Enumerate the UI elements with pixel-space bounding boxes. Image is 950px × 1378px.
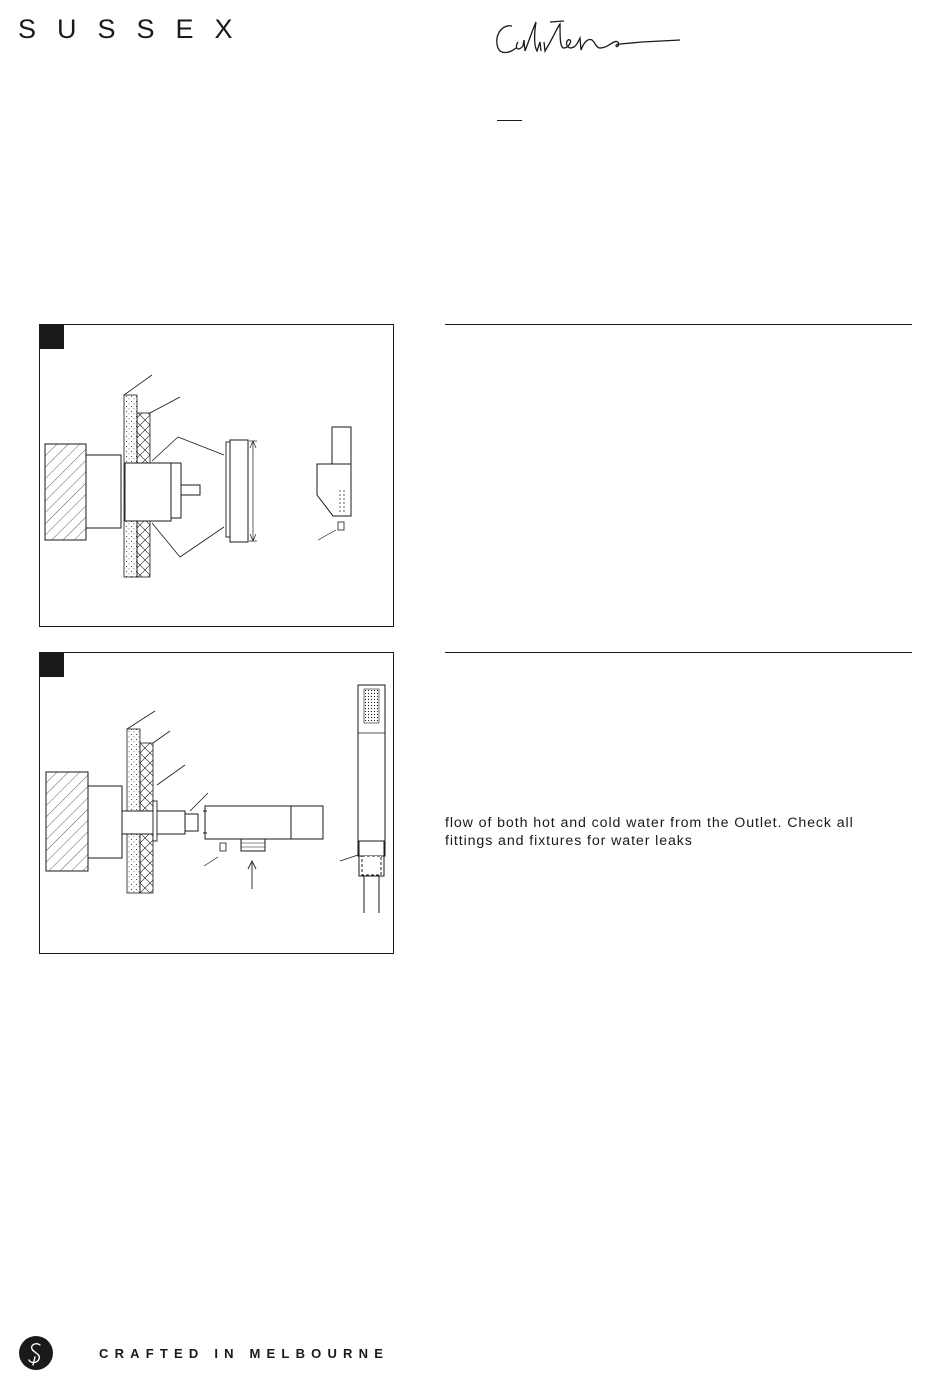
step-2-rule [445, 652, 912, 653]
title-underline-rule [497, 120, 522, 121]
step-1-diagram-panel [39, 324, 394, 627]
instruction-line-2: fittings and fixtures for water leaks [445, 833, 693, 849]
instruction-line-1: flow of both hot and cold water from the Outlet. Check all [445, 815, 854, 831]
brand-wordmark: SUSSEX [18, 14, 254, 44]
sussex-s-monogram-icon [19, 1336, 53, 1370]
footer-tagline: CRAFTED IN MELBOURNE [99, 1346, 390, 1361]
instruction-text [445, 814, 912, 850]
step-2-diagram-panel [39, 652, 394, 954]
calibre-script-logo [490, 18, 690, 60]
outlet-and-hand-shower-diagram [40, 653, 393, 953]
step-1-rule [445, 324, 912, 325]
wall-plate-and-bracket-diagram [40, 325, 393, 626]
